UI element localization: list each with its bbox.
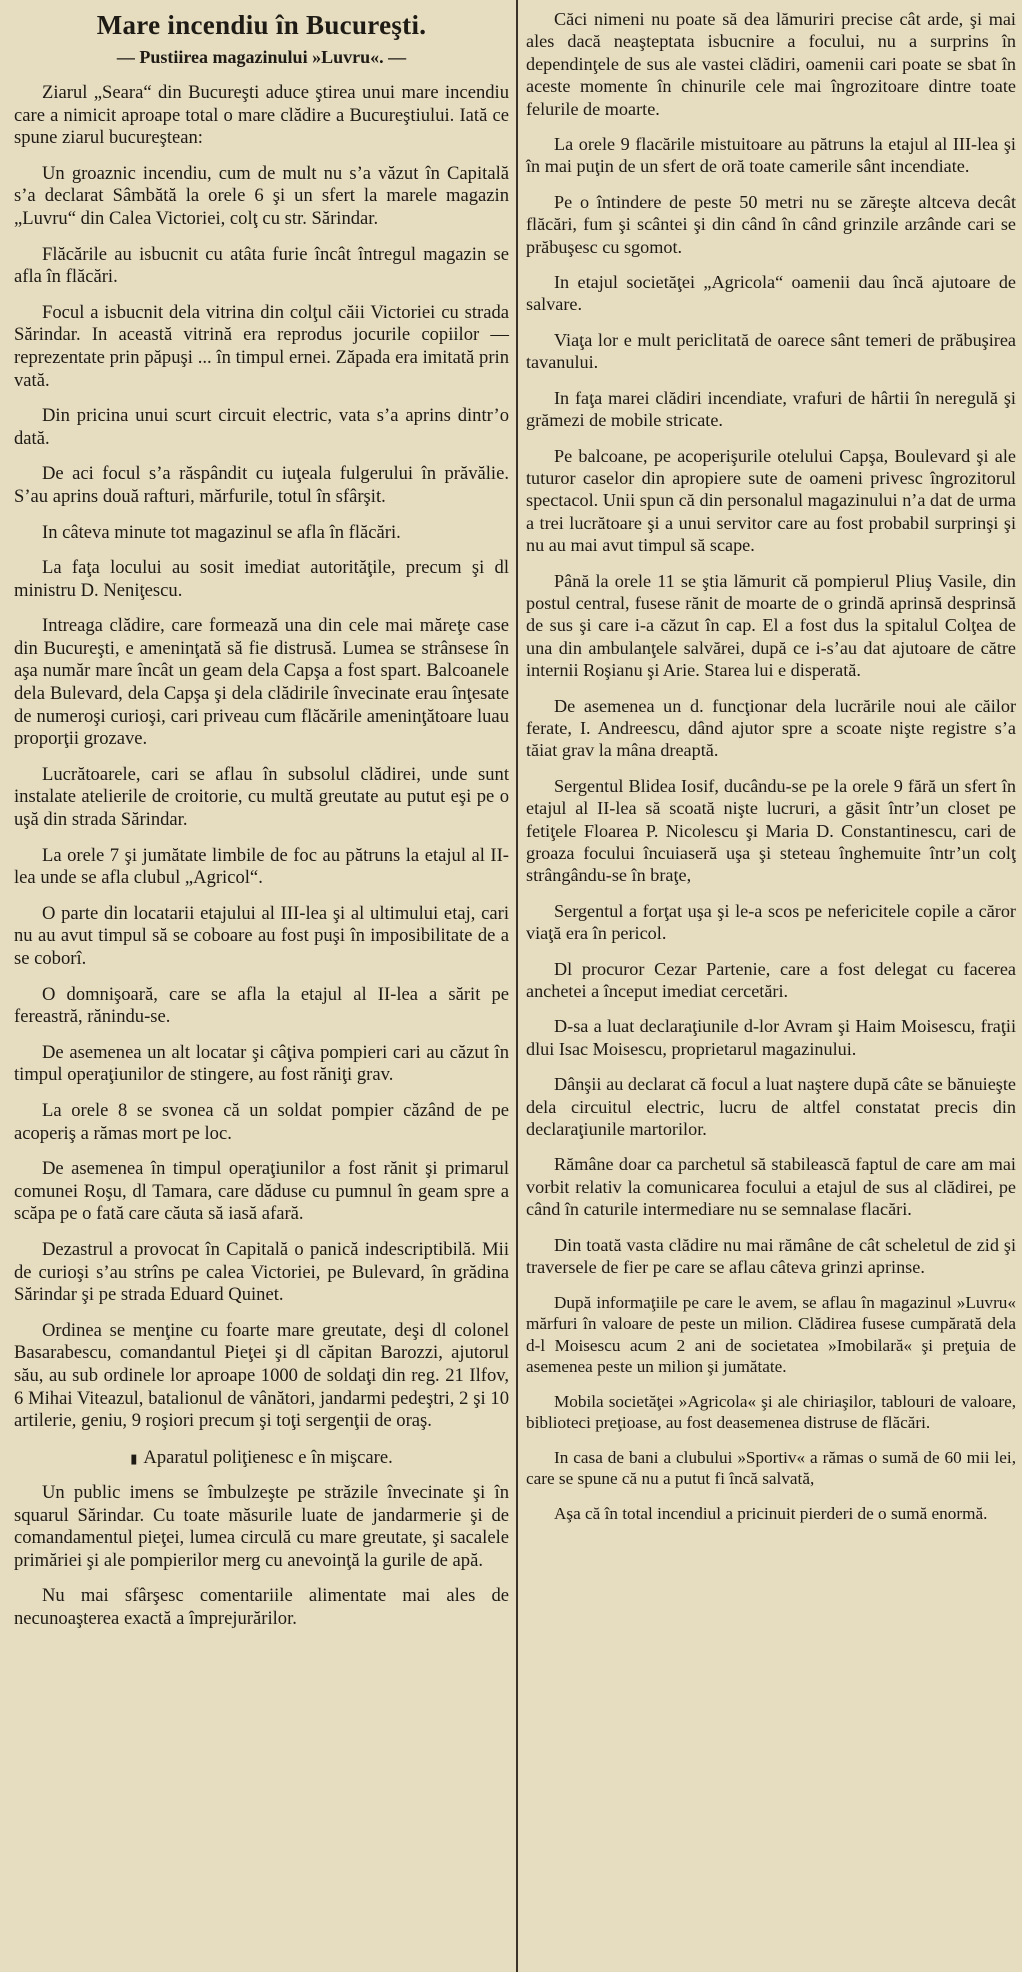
paragraph: De asemenea un alt locatar şi câţiva pompieri cari au căzut în timpul operaţiunilor de stingere, au fost răniţi grav. bbox=[14, 1041, 509, 1086]
section-mark-icon: ▮ bbox=[130, 1450, 138, 1466]
paragraph: Din toată vasta clădire nu mai rămâne de cât scheletul de zid şi traversele de fier pe care se aflau câteva grinzi aprinse. bbox=[526, 1234, 1016, 1278]
paragraph: La faţa locului au sosit imediat autorităţile, precum şi dl ministru D. Neniţescu. bbox=[14, 557, 509, 601]
section-heading-text: Aparatul poliţienesc e în mişcare. bbox=[143, 1446, 393, 1468]
paragraph: Sergentul a forţat uşa şi le-a scos pe nefericitele copile a căror viaţă era în pericol. bbox=[526, 900, 1016, 944]
paragraph-small: După informaţiile pe care le avem, se aflau în magazinul »Luvru« mărfuri în valoare de peste un milion. Clădirea fusese cumpărată dela d-l Moisescu acum 2 ani de societatea »Imobilară« şi preţuia de asemenea peste un milion şi jumătate. bbox=[526, 1292, 1016, 1376]
paragraph: Nu mai sfârşesc comentariile alimentate mai ales de necunoaşterea exactă a împrejurărilor. bbox=[14, 1585, 509, 1629]
paragraph: Dl procuror Cezar Partenie, care a fost delegat cu facerea anchetei a început imediat cercetări. bbox=[526, 958, 1016, 1002]
section-heading bbox=[14, 1446, 509, 1470]
paragraph-small: In casa de bani a clubului »Sportiv« a rămas o sumă de 60 mii lei, care se spune că nu a putut fi încă salvată, bbox=[526, 1447, 1016, 1488]
paragraph: Pe balcoane, pe acoperişurile otelului Capşa, Boulevard şi ale tuturor caselor din apropiere sute de oameni privesc îngrozitorul spectacol. Unii spun că din personalul magazinului n’a dat de urma a trei lucrătoare şi a unui servitor care au fost probabil surprinşi şi nu au mai avut timpul să scape. bbox=[526, 445, 1016, 556]
paragraph: O parte din locatarii etajului al III-lea şi al ultimului etaj, cari nu au avut timpul să se coboare au fost puşi în imposibilitate de a se coborî. bbox=[14, 902, 509, 969]
paragraph: Ziarul „Seara“ din Bucureşti aduce ştirea unui mare incendiu care a nimicit aproape total o mare clădire a Bucureştiului. Iată ce spune ziarul bucureştean: bbox=[14, 82, 509, 149]
paragraph: In câteva minute tot magazinul se afla în flăcări. bbox=[42, 521, 401, 543]
paragraph: De aci focul s’a răspândit cu iuţeala fulgerului în prăvălie. S’au aprins două rafturi, mărfurile, totul în sfârşit. bbox=[14, 463, 509, 507]
paragraph: De asemenea un d. funcţionar dela lucrările noui ale căilor ferate, I. Andreescu, dând ajutor spre a scoate nişte registre s’a tăiat grav la mâna dreaptă. bbox=[526, 695, 1016, 761]
paragraph: De asemenea în timpul operaţiunilor a fost rănit şi primarul comunei Roşu, dl Tamara, care dăduse cu pumnul în geam spre a scăpa pe o fată care căuta să iasă afară. bbox=[14, 1158, 509, 1225]
article-subtitle: — Pustiirea magazinului »Luvru«. — bbox=[116, 47, 407, 67]
paragraph: Focul a isbucnit dela vitrina din colţul căii Victoriei cu strada Sărindar. In această vitrină era reprodus jocurile copiilor — reprezentate prin păpuşi ... în timpul ernei. Zăpada era imitată prin vată. bbox=[14, 301, 509, 391]
paragraph: Până la orele 11 se ştia lămurit că pompierul Pliuş Vasile, din postul central, fusese rănit de moarte de o grindă aprinsă desprinsă de sus şi care i-a căzut în cap. El a fost dus la spitalul Colţea de una din ambulanţele salvărei, după ce i-s’au dat ajutoare de către internii Roşianu şi Arie. Starea lui e disperată. bbox=[526, 570, 1016, 681]
paragraph: Intreaga clădire, care formează una din cele mai măreţe case din Bucureşti, e ameninţată să fie distrusă. Lumea se strânsese în aşa număr mare încât un geam dela Capşa a fost spart. Balcoanele dela Bulevard, dela Capşa şi dela clădirile învecinate erau înţesate de numeroşi curioşi, cari priveau cum flăcările ameninţătoare luau proporţii grozave. bbox=[14, 615, 509, 750]
paragraph: Lucrătoarele, cari se aflau în subsolul clădirei, unde sunt instalate atelierile de croitorie, cu multă greutate au putut eşi pe o uşă din strada Sărindar. bbox=[14, 763, 509, 831]
paragraph: La orele 9 flacările mistuitoare au pătruns la etajul al III-lea şi în mai puţin de un sfert de oră toate camerile sânt incendiate. bbox=[526, 134, 1016, 177]
paragraph: Viaţa lor e mult periclitată de oarece sânt temeri de prăbuşirea tavanului. bbox=[526, 329, 1016, 373]
paragraph-small: Aşa că în total incendiul a pricinuit pierderi de o sumă enormă. bbox=[554, 1503, 988, 1523]
paragraph: Un groaznic incendiu, cum de mult nu s’a văzut în Capitală s’a declarat Sâmbătă la orele 6 şi un sfert la marele magazin „Luvru“ din Calea Victoriei, colţ cu str. Sărindar. bbox=[14, 162, 509, 229]
paragraph-small: Mobila societăţei »Agricola« şi ale chiriaşilor, tablouri de valoare, biblioteci preţioase, au fost deasemenea distruse de flăcări. bbox=[526, 1391, 1016, 1432]
paragraph: Dezastrul a provocat în Capitală o panică indescriptibilă. Mii de curioşi s’au strîns pe calea Victoriei, pe Bulevard, în grădina Sărindar şi pe strada Eduard Quinet. bbox=[14, 1238, 509, 1306]
paragraph: Sergentul Blidea Iosif, ducându-se pe la orele 9 fără un sfert în etajul al II-lea să scoată nişte lucruri, a găsit într’un closet pe fetiţele Floarea P. Nicolescu şi Maria D. Constantinescu, cari de groaza focului încuiaseră uşa şi steteau înghemuite într’un colţ strângându-se în braţe, bbox=[526, 775, 1016, 886]
left-column bbox=[14, 0, 509, 1972]
right-column bbox=[526, 0, 1016, 1972]
paragraph: Dânşii au declarat că focul a luat naştere după câte se bănuieşte dela circuitul electric, lucru de altfel constatat precis din declaraţiunile martorilor. bbox=[526, 1074, 1016, 1140]
paragraph: O domnişoară, care se afla la etajul al II-lea a sărit pe fereastră, rănindu-se. bbox=[14, 983, 509, 1028]
paragraph: In etajul societăţei „Agricola“ oamenii dau încă ajutoare de salvare. bbox=[526, 272, 1016, 315]
article-title: Mare incendiu în Bucureşti. bbox=[96, 10, 427, 40]
paragraph: Pe o întindere de peste 50 metri nu se zăreşte altceva decât flăcări, fum şi scântei şi din când în când grinzile arzânde cari se prăbuşesc cu sgomot. bbox=[526, 191, 1016, 257]
paragraph: Un public imens se îmbulzeşte pe străzile învecinate şi în squarul Sărindar. Cu toate măsurile luate de jandarmerie şi de comandamentul pieţei, lumea circulă cu mare greutate, şi sacalele primăriei şi ale pompierilor merg cu anevoinţă la gurile de apă. bbox=[14, 1481, 509, 1571]
paragraph: Căci nimeni nu poate să dea lămuriri precise cât arde, şi mai ales dacă neaşteptata isbucnire a focului, nu a surprins în dependinţele de sus ale vastei clădiri, oamenii cari poate se sbat în aceste momente în chinurile cele mai îngrozitoare dintre toate felurile de moarte. bbox=[526, 9, 1016, 119]
column-divider bbox=[516, 0, 518, 1972]
paragraph: Flăcările au isbucnit cu atâta furie încât întregul magazin se afla în flăcări. bbox=[14, 243, 509, 288]
paragraph: Rămâne doar ca parchetul să stabilească faptul de care am mai vorbit relativ la comunicarea focului a etajul de sus al clădirei, pe când în caturile intermediare nu se semnalase flacări. bbox=[526, 1154, 1016, 1220]
paragraph: D-sa a luat declaraţiunile d-lor Avram şi Haim Moisescu, fraţii dlui Isac Moisescu, proprietarul magazinului. bbox=[526, 1016, 1016, 1059]
paragraph: Din pricina unui scurt circuit electric, vata s’a aprins dintr’o dată. bbox=[14, 405, 509, 449]
paragraph: In faţa marei clădiri incendiate, vrafuri de hârtii în neregulă şi grămezi de mobile stricate. bbox=[526, 387, 1016, 431]
paragraph: La orele 7 şi jumătate limbile de foc au pătruns la etajul al II-lea unde se afla clubul „Agricol“. bbox=[14, 844, 509, 889]
paragraph: La orele 8 se svonea că un soldat pompier căzând de pe acoperiş a rămas mort pe loc. bbox=[14, 1099, 509, 1144]
paragraph: Ordinea se menţine cu foarte mare greutate, deşi dl colonel Basarabescu, comandantul Pieţei şi dl căpitan Barozzi, ajutorul său, au sub ordinele lor aproape 1000 de soldaţi din reg. 21 Ilfov, 6 Mihai Viteazul, batalionul de vânători, jandarmi pedeştri, 2 şi 10 artilerie, geniu, 9 roşiori precum şi toţi sergenţii de oraş. bbox=[14, 1319, 509, 1432]
